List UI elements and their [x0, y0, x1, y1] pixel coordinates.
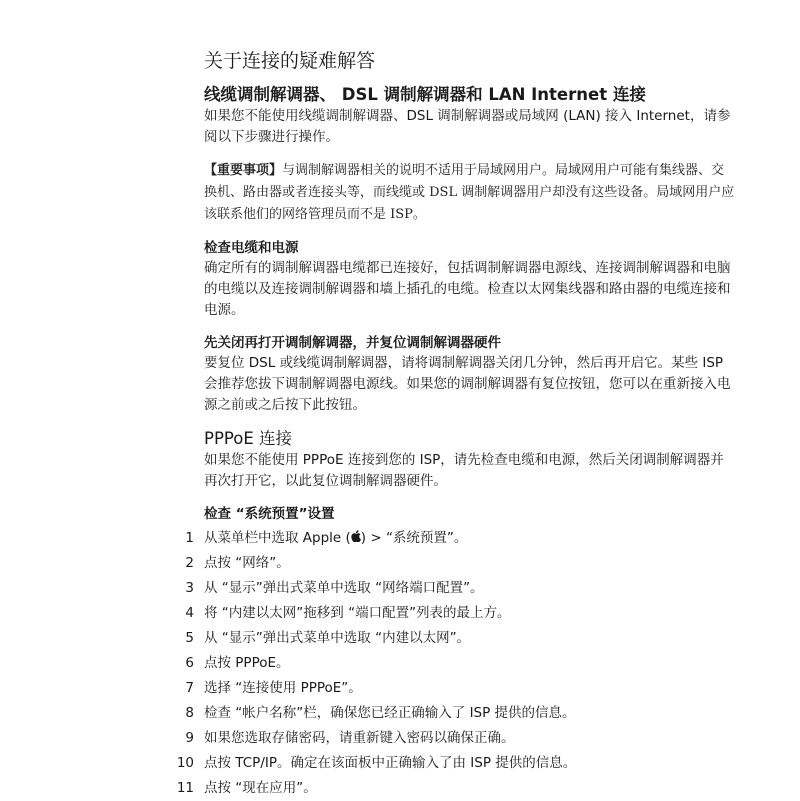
step-number: 5 — [185, 630, 194, 646]
step-item — [185, 626, 736, 651]
step-item — [185, 551, 736, 576]
step-text-part: ) > “系统预置”。 — [360, 530, 468, 546]
cable-dsl-heading: 线缆调制解调器、 DSL 调制解调器和 LAN Internet 连接 — [204, 85, 646, 104]
check-cables-text: 确定所有的调制解调器电缆都已连接好，包括调制解调器电源线、连接调制解调器和电脑的电缆以及连接调制解调器和墙上插孔的电缆。检查以太网集线器和路由器的电缆连接和电源。 — [204, 260, 731, 318]
pppoe-heading: PPPoE 连接 — [204, 429, 293, 448]
step-item — [185, 576, 736, 601]
system-prefs-heading: 检查 “系统预置”设置 — [204, 506, 335, 522]
important-note-label: 【重要事项】 — [204, 163, 283, 178]
document-content — [176, 48, 736, 801]
check-cables-section — [204, 238, 736, 321]
step-number: 11 — [176, 780, 194, 796]
step-number: 2 — [185, 555, 194, 571]
step-number: 4 — [185, 605, 194, 621]
check-cables-heading: 检查电缆和电源 — [204, 240, 299, 256]
step-item — [176, 776, 736, 801]
step-text: 选择 “连接使用 PPPoE”。 — [204, 680, 362, 696]
step-number: 3 — [185, 580, 194, 596]
step-number: 1 — [185, 530, 194, 546]
step-text: 点按 PPPoE。 — [204, 655, 290, 671]
important-note-text: 与调制解调器相关的说明不适用于局域网用户。局域网用户可能有集线器、交换机、路由器或者连接头等，而线缆或 DSL 调制解调器用户却没有这些设备。局域网用户应该联系他们的网络管理员而不是 ISP。 — [204, 163, 735, 222]
step-item — [185, 676, 736, 701]
important-note — [204, 160, 736, 226]
step-text: 如果您选取存储密码，请重新键入密码以确保正确。 — [204, 730, 515, 746]
page-title: 关于连接的疑难解答 — [204, 50, 376, 72]
pppoe-text: 如果您不能使用 PPPoE 连接到您的 ISP，请先检查电缆和电源，然后关闭调制解调器并再次打开它，以此复位调制解调器硬件。 — [204, 452, 724, 489]
cable-dsl-intro: 如果您不能使用线缆调制解调器、DSL 调制解调器或局域网 (LAN) 接入 Internet，请参阅以下步骤进行操作。 — [204, 108, 731, 145]
step-item — [185, 651, 736, 676]
restart-modem-text: 要复位 DSL 或线缆调制解调器，请将调制解调器关闭几分钟，然后再开启它。某些 ISP 会推荐您拔下调制解调器电源线。如果您的调制解调器有复位按钮，您可以在重新接入电源之前或之后按下此按钮。 — [204, 355, 731, 413]
step-number: 7 — [185, 680, 194, 696]
step-text: 从 “显示”弹出式菜单中选取 “内建以太网”。 — [204, 630, 471, 646]
apple-logo-icon — [351, 530, 361, 544]
step-item — [185, 701, 736, 726]
step-item — [185, 601, 736, 626]
step-text: 点按 “网络”。 — [204, 555, 290, 571]
step-text: 点按 TCP/IP。确定在该面板中正确输入了由 ISP 提供的信息。 — [204, 755, 577, 771]
step-text: 将 “内建以太网”拖移到 “端口配置”列表的最上方。 — [204, 605, 511, 621]
step-number: 6 — [185, 655, 194, 671]
step-item — [185, 726, 736, 751]
step-item — [176, 751, 736, 776]
step-number: 10 — [176, 755, 194, 771]
system-prefs-steps — [176, 526, 736, 801]
system-prefs-section — [176, 504, 736, 801]
step-text: 从 “显示”弹出式菜单中选取 “网络端口配置”。 — [204, 580, 484, 596]
step-number: 9 — [185, 730, 194, 746]
pppoe-section — [204, 428, 736, 492]
restart-modem-heading: 先关闭再打开调制解调器，并复位调制解调器硬件 — [204, 335, 501, 351]
step-number: 8 — [185, 705, 194, 721]
step-text: 点按 “现在应用”。 — [204, 780, 317, 796]
restart-modem-section — [204, 333, 736, 416]
step-item — [185, 526, 736, 551]
step-text-part: 从菜单栏中选取 Apple ( — [204, 530, 351, 546]
cable-dsl-section — [204, 84, 736, 226]
step-text: 检查 “帐户名称”栏，确保您已经正确输入了 ISP 提供的信息。 — [204, 705, 576, 721]
